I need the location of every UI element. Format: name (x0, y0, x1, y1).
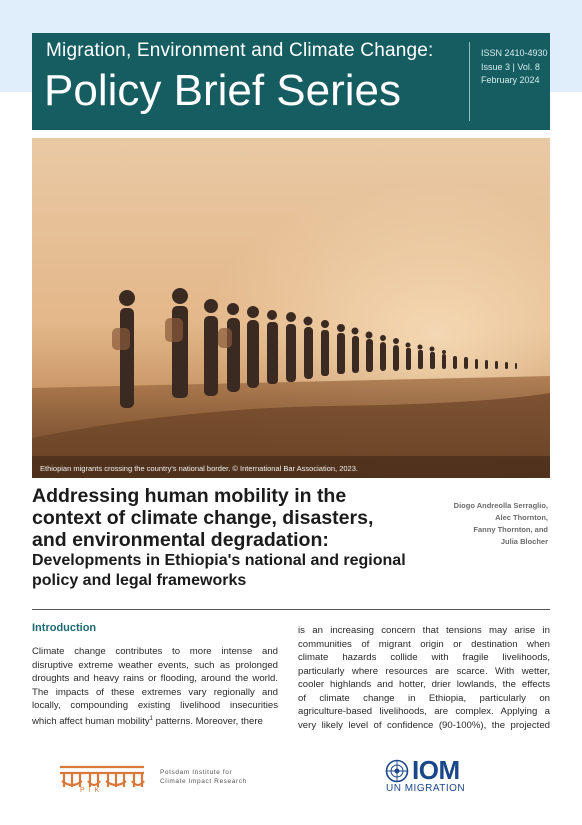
intro-column-right (298, 624, 550, 732)
author: Julia Blocher (500, 537, 548, 546)
header-divider (469, 42, 470, 121)
text-fragment: patterns. Moreover, there (153, 715, 263, 727)
title-main: Addressing human mobility in the context of climate change, disasters, and environmental degradation: (32, 485, 374, 551)
pik-name (160, 768, 247, 786)
section-heading-introduction: Introduction (32, 622, 97, 634)
pik-name-line: Potsdam Institute for (160, 769, 233, 776)
text-line: very likely level of confidence (90-100%), the projected (298, 719, 550, 731)
author: Diogo Andreolla Serraglio, (453, 501, 548, 510)
text-line: locally, compounding existing livelihood insecurities (32, 700, 278, 711)
intro-column-left (32, 645, 278, 728)
text-line: droughts and heavy rains or flooding, around the world. (32, 673, 278, 684)
issue-info (481, 47, 548, 88)
text-line: Climate change contributes to more intense and (32, 646, 278, 657)
issn: ISSN 2410-4930 (481, 48, 548, 58)
text-line: of climate change in Ethiopia, particularly on (298, 692, 550, 704)
issue-volume: Issue 3 | Vol. 8 (481, 61, 540, 72)
publication-date: February 2024 (481, 75, 540, 85)
text-fragment: which affect human mobility (32, 715, 150, 727)
text-line: cooler highlands and hotter, drier lowlands, the effects (298, 679, 550, 690)
brief-title (32, 485, 412, 590)
text-line: The impacts of these extremes vary regionally and (32, 686, 278, 698)
pik-logo (58, 757, 148, 812)
author: Fanny Thornton, and (473, 525, 548, 534)
text-line (32, 713, 278, 729)
author: Alec Thornton, (495, 513, 548, 522)
section-divider (32, 609, 550, 610)
text-line: particularly where resources are scarce. With wetter, (298, 665, 550, 677)
series-title: Migration, Environment and Climate Change: (46, 40, 434, 61)
text-line: communities of migrant origin or destination when (298, 638, 550, 650)
pik-abbreviation: PIK (80, 787, 104, 794)
text-line: climate hazards collide with fragile livelihoods, (298, 652, 550, 663)
text-line: agriculture-based livelihoods, are complex. Applying a (298, 706, 550, 717)
iom-tagline: UN MIGRATION (386, 783, 466, 794)
text-line: is an increasing concern that tensions may arise in (298, 625, 550, 636)
photo-caption: Ethiopian migrants crossing the country's national border. © International Bar Association, 2023. (40, 464, 358, 473)
cover-photo (32, 138, 550, 478)
series-name: Policy Brief Series (44, 66, 402, 115)
pik-name-line: Climate Impact Research (160, 778, 247, 785)
footnote-marker: 1 (149, 715, 154, 722)
iom-logo-text: IOM (412, 755, 460, 785)
text-line: disruptive extreme weather events, such as prolonged (32, 659, 278, 671)
title-subtitle: Developments in Ethiopia's national and regional policy and legal frameworks (32, 552, 406, 589)
authors (454, 500, 548, 548)
